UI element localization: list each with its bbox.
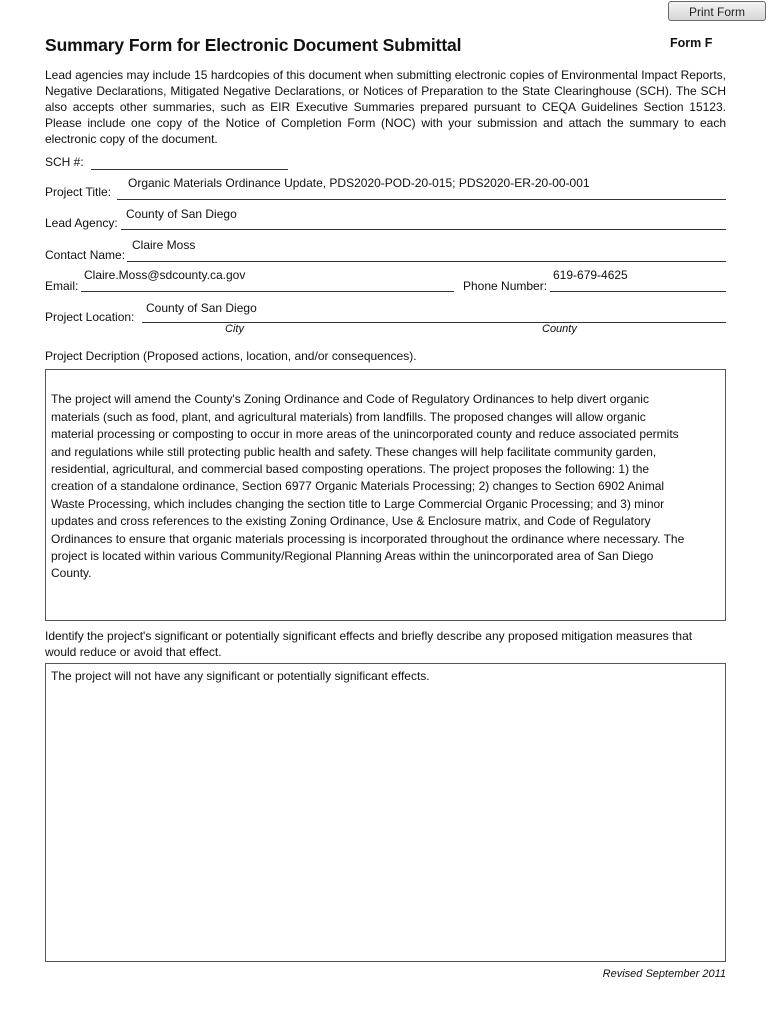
email-field[interactable] (81, 291, 454, 292)
project-title-field[interactable] (117, 199, 726, 200)
email-value: Claire.Moss@sdcounty.ca.gov (84, 268, 246, 282)
city-caption: City (225, 323, 244, 335)
contact-name-field[interactable] (127, 261, 726, 262)
form-id: Form F (670, 36, 713, 50)
contact-name-value: Claire Moss (132, 238, 196, 252)
project-title-label: Project Title: (45, 185, 112, 199)
project-description-text: The project will amend the County's Zoning Ordinance and Code of Regulatory Ordinances to help divert organic materials (such as food, plant, and agricultural materials) from landfills. The proposed changes will allow organic material processing or composting to occur in more areas of the unincorporated county and reduce associated permits and regulations while still protecting public health and safety. These changes will help facilitate community garden, residential, agricultural, and commercial based composting operations. The project proposes the following: 1) the creation of a standalone ordinance, Section 6977 Organic Materials Processing; 2) changes to Section 6902 Animal Waste Processing, which includes changing the section title to Large Commercial Organic Processing; and 3) minor updates and cross references to the existing Zoning Ordinance, Use & Enclosure matrix, and Code of Regulatory Ordinances to ensure that organic materials processing is incorporated throughout the ordinance where necessary. The project is located within various Community/Regional Planning Areas within the unincorporated area of San Diego County. (51, 392, 685, 581)
phone-value: 619-679-4625 (553, 268, 628, 282)
effects-textarea[interactable] (45, 663, 726, 962)
phone-label: Phone Number: (463, 279, 548, 293)
contact-name-label: Contact Name: (45, 248, 126, 262)
project-description-textarea[interactable] (45, 369, 726, 621)
page-title: Summary Form for Electronic Document Submittal (45, 35, 462, 55)
lead-agency-value: County of San Diego (126, 207, 237, 221)
description-prompt: Project Decription (Proposed actions, location, and/or consequences). (45, 349, 417, 363)
project-title-value: Organic Materials Ordinance Update, PDS2020-POD-20-015; PDS2020-ER-20-00-001 (128, 176, 590, 190)
sch-label: SCH #: (45, 155, 84, 169)
sch-field[interactable] (91, 169, 288, 170)
phone-field[interactable] (550, 291, 726, 292)
lead-agency-field[interactable] (121, 229, 726, 230)
email-label: Email: (45, 279, 79, 293)
lead-agency-label: Lead Agency: (45, 216, 118, 230)
print-form-button[interactable]: Print Form (668, 1, 766, 21)
project-location-label: Project Location: (45, 310, 135, 324)
project-location-city-value: County of San Diego (146, 301, 257, 315)
effects-prompt: Identify the project's significant or potentially significant effects and briefly describe any proposed mitigation measures that would reduce or avoid that effect. (45, 629, 693, 659)
revision-date: Revised September 2011 (602, 968, 726, 980)
county-caption: County (542, 323, 577, 335)
effects-text: The project will not have any significant or potentially significant effects. (51, 669, 430, 683)
intro-paragraph: Lead agencies may include 15 hardcopies of this document when submitting electronic copies of Environmental Impact Reports, Negative Declarations, Mitigated Negative Declarations, or Notices of Preparation to the State Clearinghouse (SCH). The SCH also accepts other summaries, such as EIR Executive Summaries prepared pursuant to CEQA Guidelines Section 15123. Please include one copy of the Notice of Completion Form (NOC) with your submission and attach the summary to each electronic copy of the document. (45, 68, 726, 146)
